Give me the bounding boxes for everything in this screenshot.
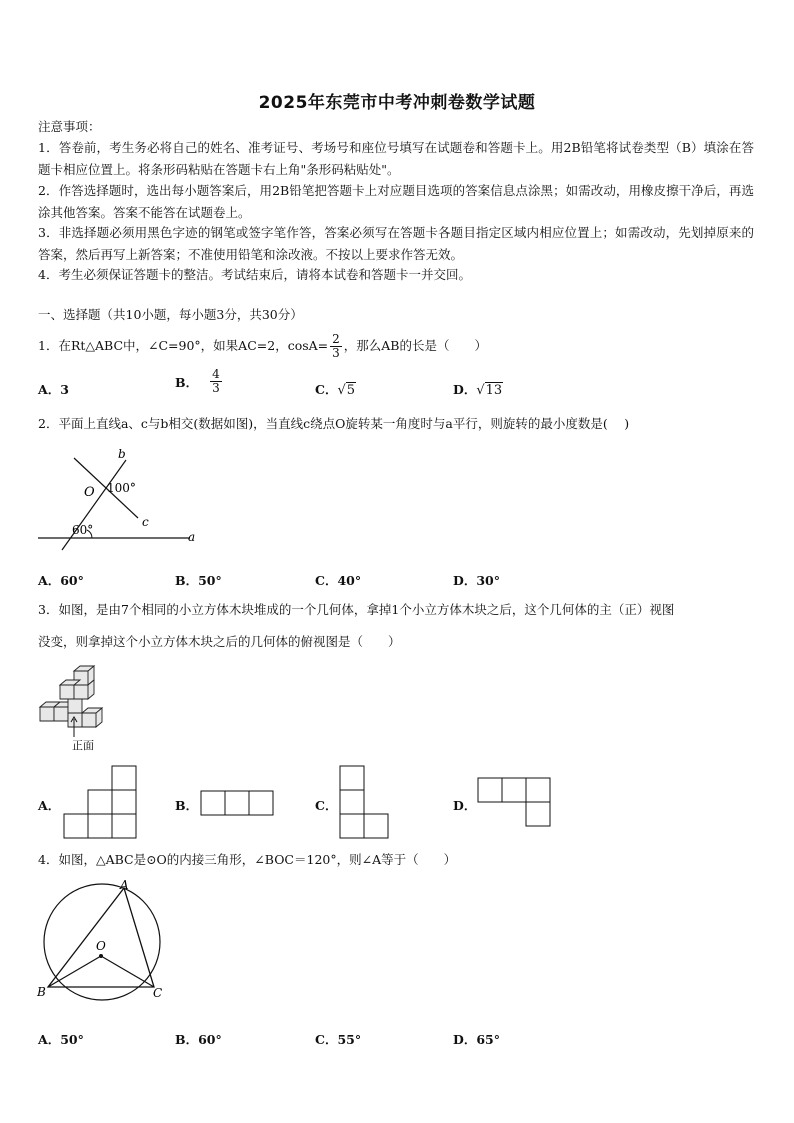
radicand: 5: [346, 383, 356, 398]
question-4-option-d: D．65°: [453, 1032, 500, 1047]
center-point: [99, 954, 103, 958]
fraction-denominator: 3: [212, 381, 220, 395]
notice-item-1: 1．答卷前，考生务必将自己的姓名、准考证号、考场号和座位号填写在试题卷和答题卡上。用2B铅笔将试卷类型（B）填涂在答题卡相应位置上。将条形码粘贴在答题卡右上角"条形码粘贴处"。: [38, 140, 754, 177]
section-heading: 一、选择题（共10小题，每小题3分，共30分）: [38, 307, 303, 322]
question-4-option-a: A．50°: [38, 1032, 84, 1047]
question-3-cube-figure: [38, 665, 110, 753]
sqrt-expression: √5: [337, 383, 356, 398]
question-1-option-d: [453, 380, 503, 398]
question-3-option-c-figure: [338, 765, 392, 841]
notice-item-3: 3．非选择题必须用黑色字迹的钢笔或签字笔作答，答案必须写在答题卡各题目指定区域内相应位置上；如需改动，先划掉原来的答案，然后再写上新答案；不准使用铅笔和涂改液。不按以上要求作答无效。: [38, 225, 754, 262]
question-2-figure: [30, 440, 210, 552]
label-a: A: [120, 878, 129, 892]
label-c: C: [153, 986, 163, 1000]
label-b: B: [37, 985, 46, 999]
question-2-option-c: C．40°: [315, 573, 362, 588]
question-1-option-c: [315, 380, 356, 398]
question-1-stem-a: 1．在Rt△ABC中，∠C=90°，如果AC=2，cosA=: [38, 338, 329, 353]
question-4-option-c: C．55°: [315, 1032, 362, 1047]
label-b: b: [118, 447, 126, 461]
question-3-option-b: B．: [175, 798, 199, 813]
angle-100: 100°: [107, 481, 136, 495]
option-b-fraction: [210, 368, 222, 395]
option-label: C．: [315, 382, 338, 397]
page-title: 2025年东莞市中考冲刺卷数学试题: [258, 93, 536, 113]
label-c: c: [142, 515, 149, 529]
question-3-option-d: D．: [453, 798, 477, 813]
notice-item-2: 2．作答选择题时，选出每小题答案后，用2B铅笔把答题卡上对应题目选项的答案信息点涂黑；如需改动，用橡皮擦干净后，再选涂其他答案。答案不能答在试题卷上。: [38, 183, 754, 220]
question-1-option-b: [175, 368, 224, 395]
question-3-stem-2: 没变，则拿掉这个小立方体木块之后的几何体的俯视图是（ ）: [38, 634, 401, 649]
front-label: 正面: [72, 739, 94, 752]
question-3-option-b-figure: [199, 789, 277, 817]
label-a: a: [188, 530, 196, 544]
question-1-fraction: [330, 333, 342, 360]
question-3-option-a: A．: [38, 798, 61, 813]
fraction-numerator: 2: [332, 332, 340, 346]
question-1-option-a: A．3: [38, 382, 69, 397]
segment-ob: [48, 956, 101, 987]
question-4-figure: [34, 878, 174, 1003]
option-label: B．: [175, 374, 199, 390]
question-2-option-b: B．50°: [175, 573, 222, 588]
question-3-option-c: C．: [315, 798, 338, 813]
question-3-option-d-figure: [476, 776, 554, 828]
label-o: O: [84, 485, 95, 500]
question-4-stem: 4．如图，△ABC是⊙O的内接三角形，∠BOC＝120°，则∠A等于（ ）: [38, 852, 457, 867]
question-3-option-a-figure: [62, 765, 140, 841]
fraction-denominator: 3: [332, 346, 340, 360]
notice-item-4: 4．考生必须保证答题卡的整洁。考试结束后，请将本试卷和答题卡一并交回。: [38, 267, 471, 282]
question-2-option-d: D．30°: [453, 573, 500, 588]
option-label: D．: [453, 382, 477, 397]
question-2-stem: 2．平面上直线a、c与b相交(数据如图)，当直线c绕点O旋转某一角度时与a平行，则旋转的最小度数是( ): [38, 416, 630, 431]
question-3-stem-1: 3．如图，是由7个相同的小立方体木块堆成的一个几何体，拿掉1个小立方体木块之后，这个几何体的主（正）视图: [38, 602, 675, 617]
radicand: 13: [485, 383, 503, 398]
question-1-stem-b: ，那么AB的长是（ ）: [343, 338, 487, 353]
question-4-option-b: B．60°: [175, 1032, 222, 1047]
triangle-abc: [48, 888, 154, 987]
question-1-stem: [38, 331, 487, 361]
sqrt-expression: √13: [476, 383, 503, 398]
angle-60: 60°: [72, 523, 94, 537]
fraction-numerator: 4: [212, 367, 220, 381]
notice-heading: 注意事项：: [38, 119, 101, 134]
label-o: O: [96, 939, 106, 953]
question-2-option-a: A．60°: [38, 573, 84, 588]
